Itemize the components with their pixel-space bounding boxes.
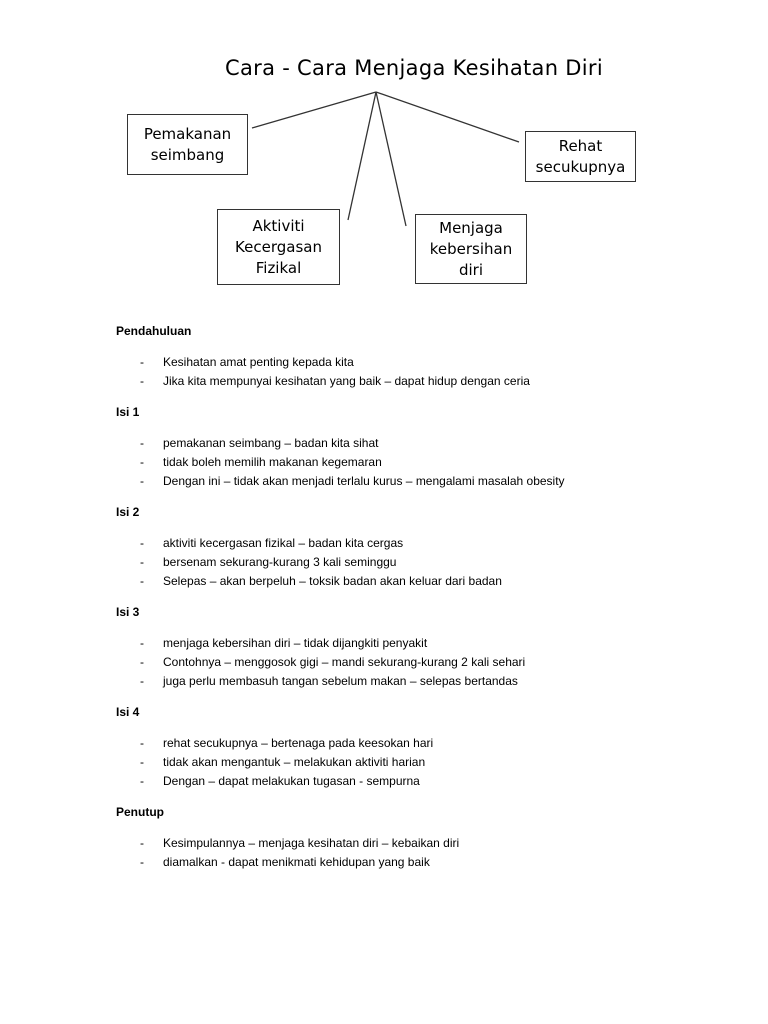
list-item xyxy=(116,353,716,372)
list-item xyxy=(116,653,716,672)
section-heading: Isi 4 xyxy=(116,705,140,719)
node-aktiviti-kecergasan xyxy=(217,209,340,285)
list-item-text: tidak akan mengantuk – melakukan aktiviti harian xyxy=(163,755,426,769)
bullet-dash: - xyxy=(140,855,144,869)
list-item-text: Kesimpulannya – menjaga kesihatan diri – kebaikan diri xyxy=(163,836,460,850)
section-heading: Pendahuluan xyxy=(116,324,192,338)
bullet-dash: - xyxy=(140,374,144,388)
list-item xyxy=(116,834,716,853)
bullet-list xyxy=(116,734,716,791)
list-item-text: menjaga kebersihan diri – tidak dijangkiti penyakit xyxy=(163,636,428,650)
bullet-dash: - xyxy=(140,736,144,750)
list-item xyxy=(116,672,716,691)
list-item xyxy=(116,572,716,591)
section-heading: Isi 3 xyxy=(116,605,140,619)
section xyxy=(116,703,716,791)
list-item-text: Selepas – akan berpeluh – toksik badan akan keluar dari badan xyxy=(163,574,502,588)
list-item-text: juga perlu membasuh tangan sebelum makan – selepas bertandas xyxy=(163,674,518,688)
section xyxy=(116,322,716,391)
list-item xyxy=(116,453,716,472)
list-item-text: Dengan – dapat melakukan tugasan - sempurna xyxy=(163,774,420,788)
node-label: Pemakanan seimbang xyxy=(143,124,232,164)
node-pemakanan-seimbang xyxy=(127,114,248,175)
connector-line xyxy=(252,92,376,128)
bullet-dash: - xyxy=(140,555,144,569)
list-item-text: Contohnya – menggosok gigi – mandi sekurang-kurang 2 kali sehari xyxy=(163,655,526,669)
node-menjaga-kebersihan xyxy=(415,214,527,284)
bullet-dash: - xyxy=(140,636,144,650)
bullet-list xyxy=(116,353,716,391)
list-item-text: Dengan ini – tidak akan menjadi terlalu kurus – mengalami masalah obesity xyxy=(163,474,565,488)
connector-line xyxy=(348,92,376,220)
node-label: Aktiviti Kecergasan Fizikal xyxy=(235,216,322,277)
list-item xyxy=(116,372,716,391)
list-item xyxy=(116,772,716,791)
node-label: Menjaga kebersihan diri xyxy=(429,218,513,279)
bullet-dash: - xyxy=(140,774,144,788)
bullet-list xyxy=(116,634,716,691)
section xyxy=(116,503,716,591)
list-item-text: rehat secukupnya – bertenaga pada keesokan hari xyxy=(163,736,434,750)
bullet-dash: - xyxy=(140,655,144,669)
connector-line xyxy=(376,92,406,226)
connector-line xyxy=(376,92,519,142)
bullet-dash: - xyxy=(140,755,144,769)
bullet-dash: - xyxy=(140,474,144,488)
bullet-list xyxy=(116,834,716,872)
node-rehat-secukupnya xyxy=(525,131,636,182)
section xyxy=(116,803,716,872)
list-item xyxy=(116,853,716,872)
list-item xyxy=(116,634,716,653)
list-item xyxy=(116,534,716,553)
section xyxy=(116,403,716,491)
bullet-dash: - xyxy=(140,455,144,469)
mind-map-diagram xyxy=(0,0,768,300)
bullet-list xyxy=(116,434,716,491)
bullet-dash: - xyxy=(140,536,144,550)
list-item xyxy=(116,472,716,491)
list-item-text: tidak boleh memilih makanan kegemaran xyxy=(163,455,382,469)
bullet-dash: - xyxy=(140,436,144,450)
list-item-text: bersenam sekurang-kurang 3 kali seminggu xyxy=(163,555,397,569)
list-item xyxy=(116,734,716,753)
bullet-dash: - xyxy=(140,674,144,688)
list-item xyxy=(116,553,716,572)
document-body xyxy=(116,322,716,884)
section-heading: Isi 1 xyxy=(116,405,140,419)
list-item-text: diamalkan - dapat menikmati kehidupan yang baik xyxy=(163,855,430,869)
connector-lines xyxy=(0,0,768,300)
bullet-dash: - xyxy=(140,574,144,588)
list-item-text: Jika kita mempunyai kesihatan yang baik – dapat hidup dengan ceria xyxy=(163,374,530,388)
diagram-title: Cara - Cara Menjaga Kesihatan Diri xyxy=(225,56,603,80)
list-item xyxy=(116,753,716,772)
section-heading: Isi 2 xyxy=(116,505,140,519)
section xyxy=(116,603,716,691)
section-heading: Penutup xyxy=(116,805,164,819)
list-item xyxy=(116,434,716,453)
list-item-text: Kesihatan amat penting kepada kita xyxy=(163,355,354,369)
bullet-list xyxy=(116,534,716,591)
list-item-text: aktiviti kecergasan fizikal – badan kita cergas xyxy=(163,536,404,550)
bullet-dash: - xyxy=(140,836,144,850)
list-item-text: pemakanan seimbang – badan kita sihat xyxy=(163,436,379,450)
bullet-dash: - xyxy=(140,355,144,369)
node-label: Rehat secukupnya xyxy=(535,136,626,176)
